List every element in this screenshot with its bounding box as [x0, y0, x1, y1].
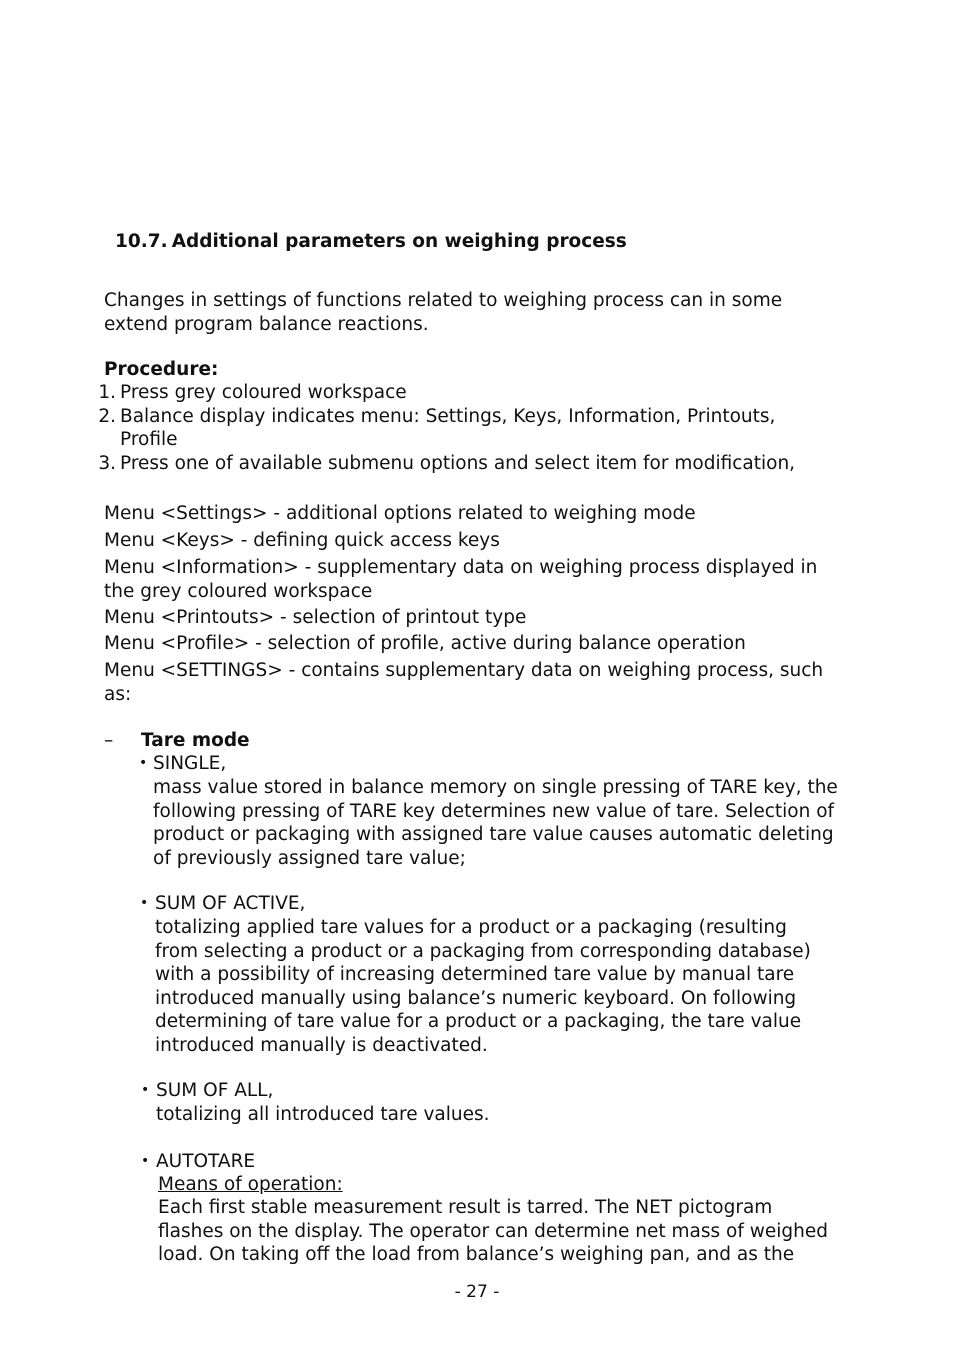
tare-item-description	[153, 776, 838, 870]
bullet-icon: •	[140, 895, 149, 911]
menu-text: Menu <SETTINGS> - contains supplementary data on weighing process, such	[104, 660, 824, 681]
tare-item-label: SINGLE,	[153, 753, 227, 774]
intro-line: Changes in settings of functions related to weighing process can in some	[104, 290, 783, 311]
bullet-icon: •	[141, 1082, 150, 1098]
step-text: Press grey coloured workspace	[120, 382, 407, 403]
intro-line: extend program balance reactions.	[104, 313, 429, 335]
tare-item-label: SUM OF ALL,	[156, 1080, 274, 1101]
description-line: from selecting a product or a packaging from corresponding database)	[155, 940, 811, 962]
description-line: Each first stable measurement result is tarred. The NET pictogram	[158, 1197, 773, 1218]
bullet-icon: •	[139, 755, 148, 771]
intro-paragraph	[104, 289, 782, 336]
description-line: with a possibility of increasing determined tare value by manual tare	[155, 964, 795, 985]
description-line: load. On taking off the load from balance’s weighing pan, and as the	[158, 1244, 795, 1265]
step-text: Press one of available submenu options and select item for modification,	[120, 452, 796, 474]
tare-item-label: AUTOTARE	[156, 1151, 256, 1172]
description-line: following pressing of TARE key determines new value of tare. Selection of	[153, 800, 835, 822]
step-number: 2.	[98, 405, 116, 427]
menu-information-line	[104, 556, 817, 603]
menu-text: as:	[104, 683, 132, 705]
procedure-step	[86, 381, 795, 405]
means-of-operation-heading: Means of operation:	[158, 1174, 343, 1195]
description-line: determining of tare value for a product or a packaging, the tare value	[155, 1011, 802, 1032]
procedure	[104, 358, 218, 382]
menu-settings-line: Menu <Settings> - additional options related to weighing mode	[104, 503, 696, 524]
step-number: 3.	[98, 452, 116, 474]
procedure-step-continuation	[86, 428, 795, 452]
step-text: Balance display indicates menu: Settings, Keys, Information, Printouts,	[120, 405, 776, 427]
tare-heading: Tare mode	[141, 730, 250, 751]
description-line: of previously assigned tare value;	[153, 847, 466, 869]
menu-settings-upper-line	[104, 659, 823, 706]
menu-text: Menu <Information> - supplementary data on weighing process displayed in	[104, 557, 818, 578]
description-line: totalizing all introduced tare values.	[156, 1104, 490, 1125]
page-number: - 27 -	[454, 1282, 500, 1302]
description-line: introduced manually using balance’s numeric keyboard. On following	[155, 987, 797, 1009]
tare-item-description	[155, 916, 811, 1057]
procedure-heading: Procedure:	[104, 359, 219, 380]
menu-text: the grey coloured workspace	[104, 580, 373, 602]
tare-item-label: SUM OF ACTIVE,	[155, 893, 306, 914]
description-line: mass value stored in balance memory on single pressing of TARE key, the	[153, 777, 838, 798]
menu-profile-line: Menu <Profile> - selection of profile, active during balance operation	[104, 633, 746, 654]
description-line: product or packaging with assigned tare value causes automatic deleting	[153, 824, 834, 845]
menu-keys-line: Menu <Keys> - defining quick access keys	[104, 530, 500, 551]
procedure-step	[86, 405, 795, 429]
procedure-list	[86, 381, 795, 475]
section-title: Additional parameters on weighing process	[171, 231, 627, 252]
step-text: Profile	[120, 429, 178, 450]
tare-dash: –	[104, 730, 114, 751]
section-heading	[115, 231, 627, 252]
description-line: introduced manually is deactivated.	[155, 1034, 488, 1056]
description-line: totalizing applied tare values for a product or a packaging (resulting	[155, 917, 787, 938]
procedure-step	[86, 452, 795, 476]
section-number: 10.7.	[115, 231, 168, 252]
bullet-icon: •	[141, 1153, 150, 1169]
step-number: 1.	[98, 382, 116, 403]
menu-printouts-line: Menu <Printouts> - selection of printout type	[104, 607, 527, 628]
description-line: flashes on the display. The operator can determine net mass of weighed	[158, 1220, 828, 1242]
tare-item-description	[158, 1196, 828, 1267]
tare-item-description	[156, 1103, 490, 1127]
